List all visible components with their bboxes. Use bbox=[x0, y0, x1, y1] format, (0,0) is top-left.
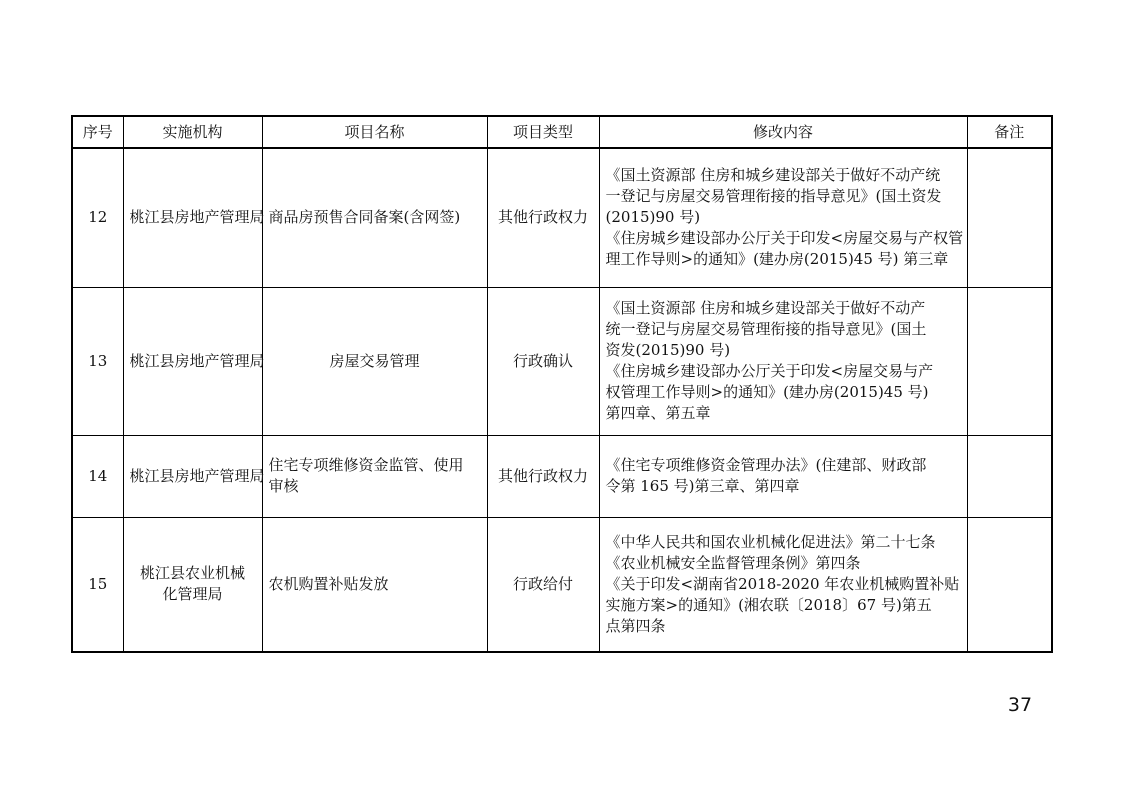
header-no: 序号 bbox=[72, 116, 123, 148]
content-line: 《农业机械安全监督管理条例》第四条 bbox=[605, 553, 861, 572]
name-line: 商品房预售合同备案(含网签) bbox=[268, 208, 461, 227]
row-content bbox=[599, 287, 967, 435]
row-no: 15 bbox=[72, 517, 123, 652]
row-note bbox=[967, 517, 1052, 652]
row-no: 12 bbox=[72, 148, 123, 287]
name-line: 农机购置补贴发放 bbox=[268, 574, 389, 593]
table-row bbox=[72, 517, 1052, 652]
content-line: 《住房城乡建设部办公厅关于印发<房屋交易与产 bbox=[605, 362, 934, 380]
row-type: 行政确认 bbox=[487, 287, 599, 435]
table-row bbox=[72, 435, 1052, 517]
header-type: 项目类型 bbox=[487, 116, 599, 148]
content-line: 《关于印发<湖南省2018-2020 年农业机械购置补贴 bbox=[605, 574, 960, 593]
row-type: 行政给付 bbox=[487, 517, 599, 652]
row-no: 13 bbox=[72, 287, 123, 435]
org-line: 桃江县农业机械 bbox=[139, 564, 245, 583]
row-type: 其他行政权力 bbox=[487, 435, 599, 517]
content-line: 一登记与房屋交易管理衔接的指导意见》(国土资发 bbox=[605, 187, 942, 206]
content-line: 《中华人民共和国农业机械化促进法》第二十七条 bbox=[605, 532, 936, 551]
admin-items-table bbox=[71, 115, 1053, 653]
row-type: 其他行政权力 bbox=[487, 148, 599, 287]
row-note bbox=[967, 287, 1052, 435]
content-line: (2015)90 号) bbox=[605, 208, 701, 227]
row-content bbox=[599, 435, 967, 517]
row-name bbox=[262, 435, 487, 517]
content-line: 令第 165 号)第三章、第四章 bbox=[605, 477, 800, 495]
content-line: 《国土资源部 住房和城乡建设部关于做好不动产统 bbox=[605, 166, 941, 185]
header-name: 项目名称 bbox=[262, 116, 487, 148]
content-line: 实施方案>的通知》(湘农联〔2018〕67 号)第五 bbox=[605, 595, 932, 614]
org-line: 桃江县房地产管理局 bbox=[129, 351, 265, 370]
content-line: 点第四条 bbox=[605, 616, 666, 635]
row-no: 14 bbox=[72, 435, 123, 517]
header-org: 实施机构 bbox=[123, 116, 262, 148]
content-line: 《国土资源部 住房和城乡建设部关于做好不动产 bbox=[605, 299, 926, 317]
org-line: 桃江县房地产管理局 bbox=[129, 466, 265, 485]
org-line: 桃江县房地产管理局 bbox=[129, 208, 265, 227]
row-org bbox=[123, 517, 262, 652]
content-line: 资发(2015)90 号) bbox=[605, 341, 731, 359]
name-line: 审核 bbox=[268, 477, 299, 495]
row-org bbox=[123, 435, 265, 517]
name-line: 住宅专项维修资金监管、使用 bbox=[268, 456, 464, 474]
content-line: 《住房城乡建设部办公厅关于印发<房屋交易与产权管 bbox=[605, 229, 964, 248]
row-content bbox=[599, 517, 967, 652]
row-name bbox=[262, 148, 487, 287]
page-number: 37 bbox=[1007, 694, 1033, 716]
content-line: 《住宅专项维修资金管理办法》(住建部、财政部 bbox=[605, 456, 927, 474]
content-line: 统一登记与房屋交易管理衔接的指导意见》(国土 bbox=[605, 320, 927, 338]
table-row bbox=[72, 148, 1052, 287]
row-org bbox=[123, 287, 265, 435]
table-header-row bbox=[72, 116, 1052, 148]
row-name bbox=[262, 517, 487, 652]
row-note bbox=[967, 148, 1052, 287]
table-row bbox=[72, 287, 1052, 435]
row-name bbox=[262, 287, 487, 435]
content-line: 理工作导则>的通知》(建办房(2015)45 号) 第三章 bbox=[605, 250, 949, 269]
content-line: 第四章、第五章 bbox=[605, 404, 711, 422]
row-note bbox=[967, 435, 1052, 517]
content-line: 权管理工作导则>的通知》(建办房(2015)45 号) bbox=[605, 383, 929, 401]
name-line: 房屋交易管理 bbox=[329, 351, 420, 370]
header-note: 备注 bbox=[967, 116, 1052, 148]
header-content: 修改内容 bbox=[599, 116, 967, 148]
org-line: 化管理局 bbox=[162, 585, 223, 604]
row-content bbox=[599, 148, 967, 287]
row-org bbox=[123, 148, 265, 287]
